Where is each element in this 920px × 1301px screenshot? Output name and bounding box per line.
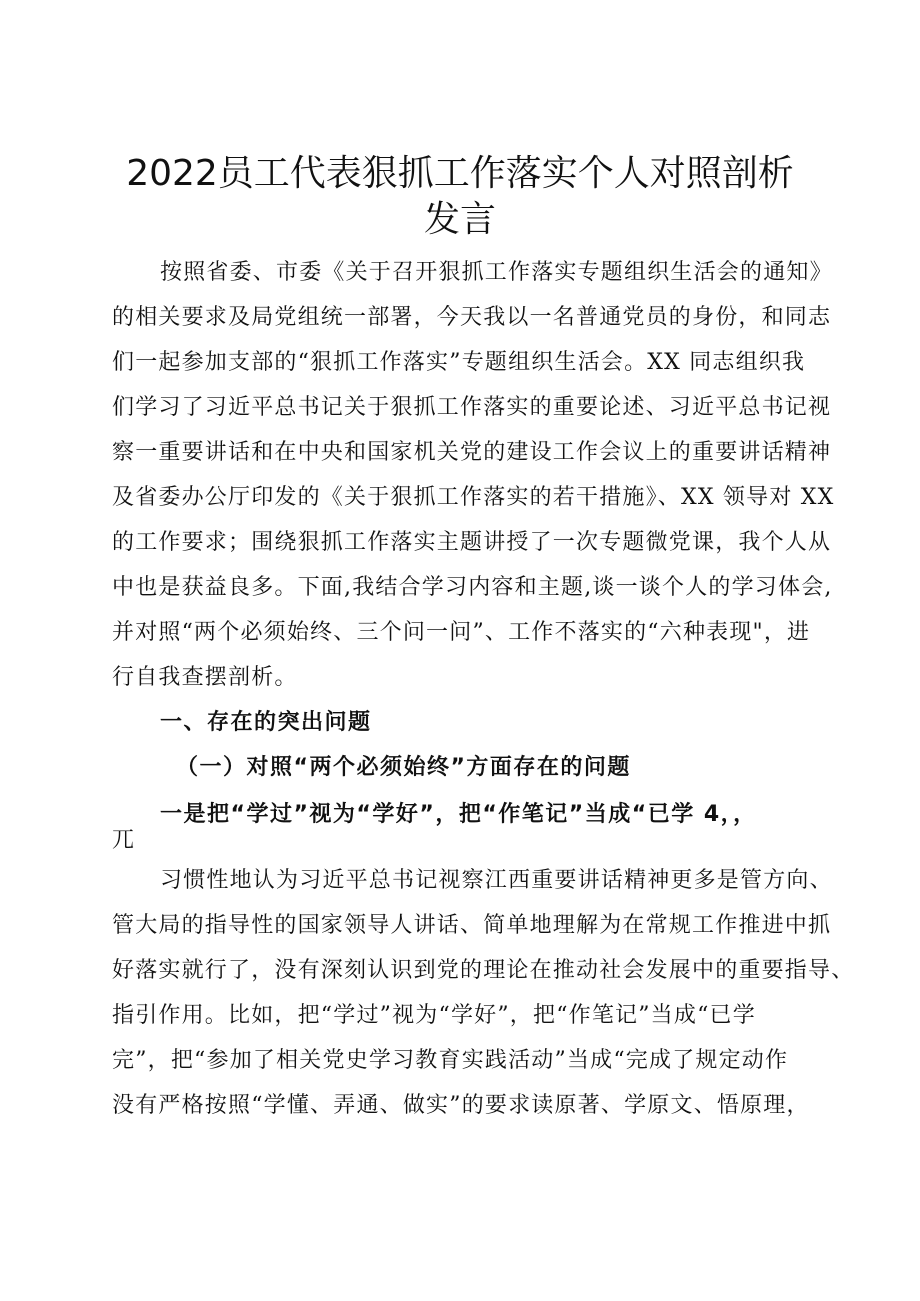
paragraph-2-line: 没有严格按照“学懂、弄通、做实”的要求读原著、学原文、悟原理， [112, 1093, 810, 1118]
paragraph-1-line: 的工作要求；围绕狠抓工作落实主题讲授了一次专题微党课，我个人从 [112, 530, 832, 555]
paragraph-1-line: 按照省委、市委《关于召开狠抓工作落实专题组织生活会的通知》 [160, 260, 833, 285]
paragraph-1-line: 及省委办公厅印发的《关于狠抓工作落实的若干措施》、XX 领导对 XX [112, 485, 835, 510]
paragraph-1-line: 并对照“两个必须始终、三个问一问”、工作不落实的“六种表现"，进 [112, 620, 811, 645]
section-heading: 一、存在的突出问题 [160, 710, 372, 735]
paragraph-2-line: 完”，把“参加了相关党史学习教育实践活动”当成“完成了规定动作 [112, 1048, 789, 1073]
paragraph-2-line: 习惯性地认为习近平总书记视察江西重要讲话精神更多是管方向、 [160, 868, 833, 893]
paragraph-2-line: 管大局的指导性的国家领导人讲话、简单地理解为在常规工作推进中抓 [112, 913, 832, 938]
paragraph-1-line: 的相关要求及局党组统一部署，今天我以一名普通党员的身份，和同志 [112, 305, 832, 330]
document-title-line-1: 2022员工代表狠抓工作落实个人对照剖析 [126, 153, 794, 194]
paragraph-2-line: 好落实就行了，没有深刻认识到党的理论在推动社会发展中的重要指导、 [112, 958, 855, 983]
paragraph-2-line: 指引作用。比如，把“学过”视为“学好”，把“作笔记”当成“已学 [112, 1003, 756, 1028]
paragraph-1-line: 们一起参加支部的“狠抓工作落实”专题组织生活会。XX 同志组织我 [112, 350, 806, 375]
subsection-heading: （一）对照“两个必须始终”方面存在的问题 [176, 755, 631, 780]
paragraph-1-line: 察一重要讲话和在中央和国家机关党的建设工作会议上的重要讲话精神 [112, 440, 832, 465]
paragraph-1-line: 中也是获益良多。下面,我结合学习内容和主题,谈一谈个人的学习体会, [112, 575, 833, 600]
paragraph-1-line: 们学习了习近平总书记关于狠抓工作落实的重要论述、习近平总书记视 [112, 395, 832, 420]
document-title-line-2: 发言 [423, 199, 496, 240]
point-heading: 一是把“学过”视为“学好”，把“作笔记”当成“已学 4，， [160, 802, 757, 827]
point-heading-continuation: 兀 [112, 828, 136, 853]
paragraph-1-line: 行自我查摆剖析。 [112, 665, 298, 690]
